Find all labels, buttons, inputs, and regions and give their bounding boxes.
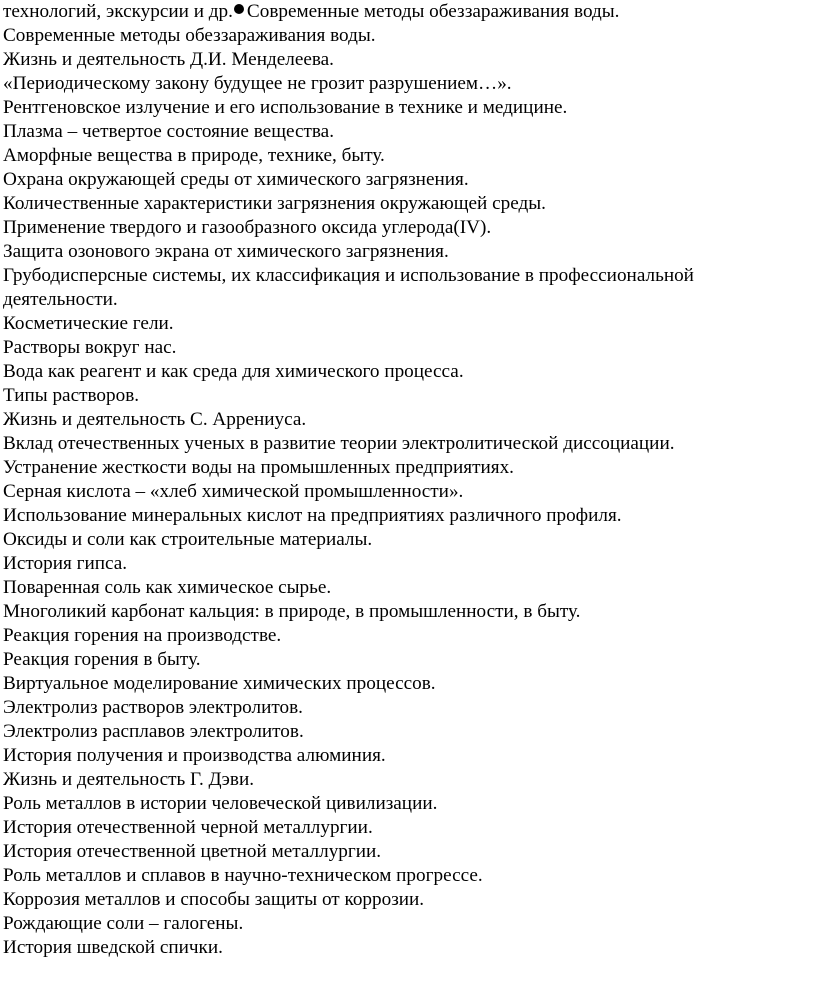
- text-line: Охрана окружающей среды от химического загрязнения.: [3, 169, 469, 190]
- text-line: История гипса.: [3, 553, 128, 574]
- text-line: История шведской спички.: [3, 937, 223, 958]
- text-line: «Периодическому закону будущее не грозит разрушением…».: [3, 73, 512, 94]
- text-line: Жизнь и деятельность Д.И. Менделеева.: [3, 49, 334, 70]
- text-line: Оксиды и соли как строительные материалы.: [3, 529, 373, 550]
- text-line: Рождающие соли – галогены.: [3, 913, 244, 934]
- text-line: Плазма – четвертое состояние вещества.: [3, 121, 334, 142]
- text-line: Аморфные вещества в природе, технике, быту.: [3, 145, 385, 166]
- text-line: [3, 0, 809, 24]
- text-line: Серная кислота – «хлеб химической промышленности».: [3, 481, 464, 502]
- text-line-part: Современные методы обеззараживания воды.: [246, 1, 620, 22]
- text-line: Роль металлов и сплавов в научно-техническом прогрессе.: [3, 865, 483, 886]
- text-line: Реакция горения на производстве.: [3, 625, 282, 646]
- text-line: Косметические гели.: [3, 313, 174, 334]
- text-line: Защита озонового экрана от химического загрязнения.: [3, 241, 449, 262]
- text-line: Коррозия металлов и способы защиты от коррозии.: [3, 889, 425, 910]
- text-line: Количественные характеристики загрязнения окружающей среды.: [3, 193, 546, 214]
- text-line: Применение твердого и газообразного оксида углерода(IV).: [3, 217, 492, 238]
- text-line: Виртуальное моделирование химических процессов.: [3, 673, 436, 694]
- text-line: Рентгеновское излучение и его использование в технике и медицине.: [3, 97, 568, 118]
- text-line: Устранение жесткости воды на промышленных предприятиях.: [3, 457, 514, 478]
- text-line-part: технологий, экскурсии и др.: [3, 1, 233, 22]
- document-page: [3, 0, 809, 960]
- text-line: Вклад отечественных ученых в развитие теории электролитической диссоциации.: [3, 433, 675, 454]
- bullet-icon: [234, 4, 244, 14]
- text-line: Грубодисперсные системы, их классификация и использование в профессиональной деятельности.: [3, 265, 694, 310]
- text-line: История отечественной цветной металлургии.: [3, 841, 382, 862]
- text-line: Жизнь и деятельность С. Аррениуса.: [3, 409, 307, 430]
- text-line: Электролиз расплавов электролитов.: [3, 721, 304, 742]
- text-line: Вода как реагент и как среда для химического процесса.: [3, 361, 464, 382]
- text-line: Растворы вокруг нас.: [3, 337, 177, 358]
- text-line: Поваренная соль как химическое сырье.: [3, 577, 332, 598]
- text-line: История отечественной черной металлургии.: [3, 817, 373, 838]
- text-line: Роль металлов в истории человеческой цивилизации.: [3, 793, 438, 814]
- text-line: Многоликий карбонат кальция: в природе, в промышленности, в быту.: [3, 601, 581, 622]
- text-line: Жизнь и деятельность Г. Дэви.: [3, 769, 255, 790]
- text-line: Использование минеральных кислот на предприятиях различного профиля.: [3, 505, 622, 526]
- text-line: Реакция горения в быту.: [3, 649, 201, 670]
- text-line: Типы растворов.: [3, 385, 140, 406]
- text-line: Современные методы обеззараживания воды.: [3, 25, 376, 46]
- text-line: История получения и производства алюминия.: [3, 745, 386, 766]
- text-line: Электролиз растворов электролитов.: [3, 697, 303, 718]
